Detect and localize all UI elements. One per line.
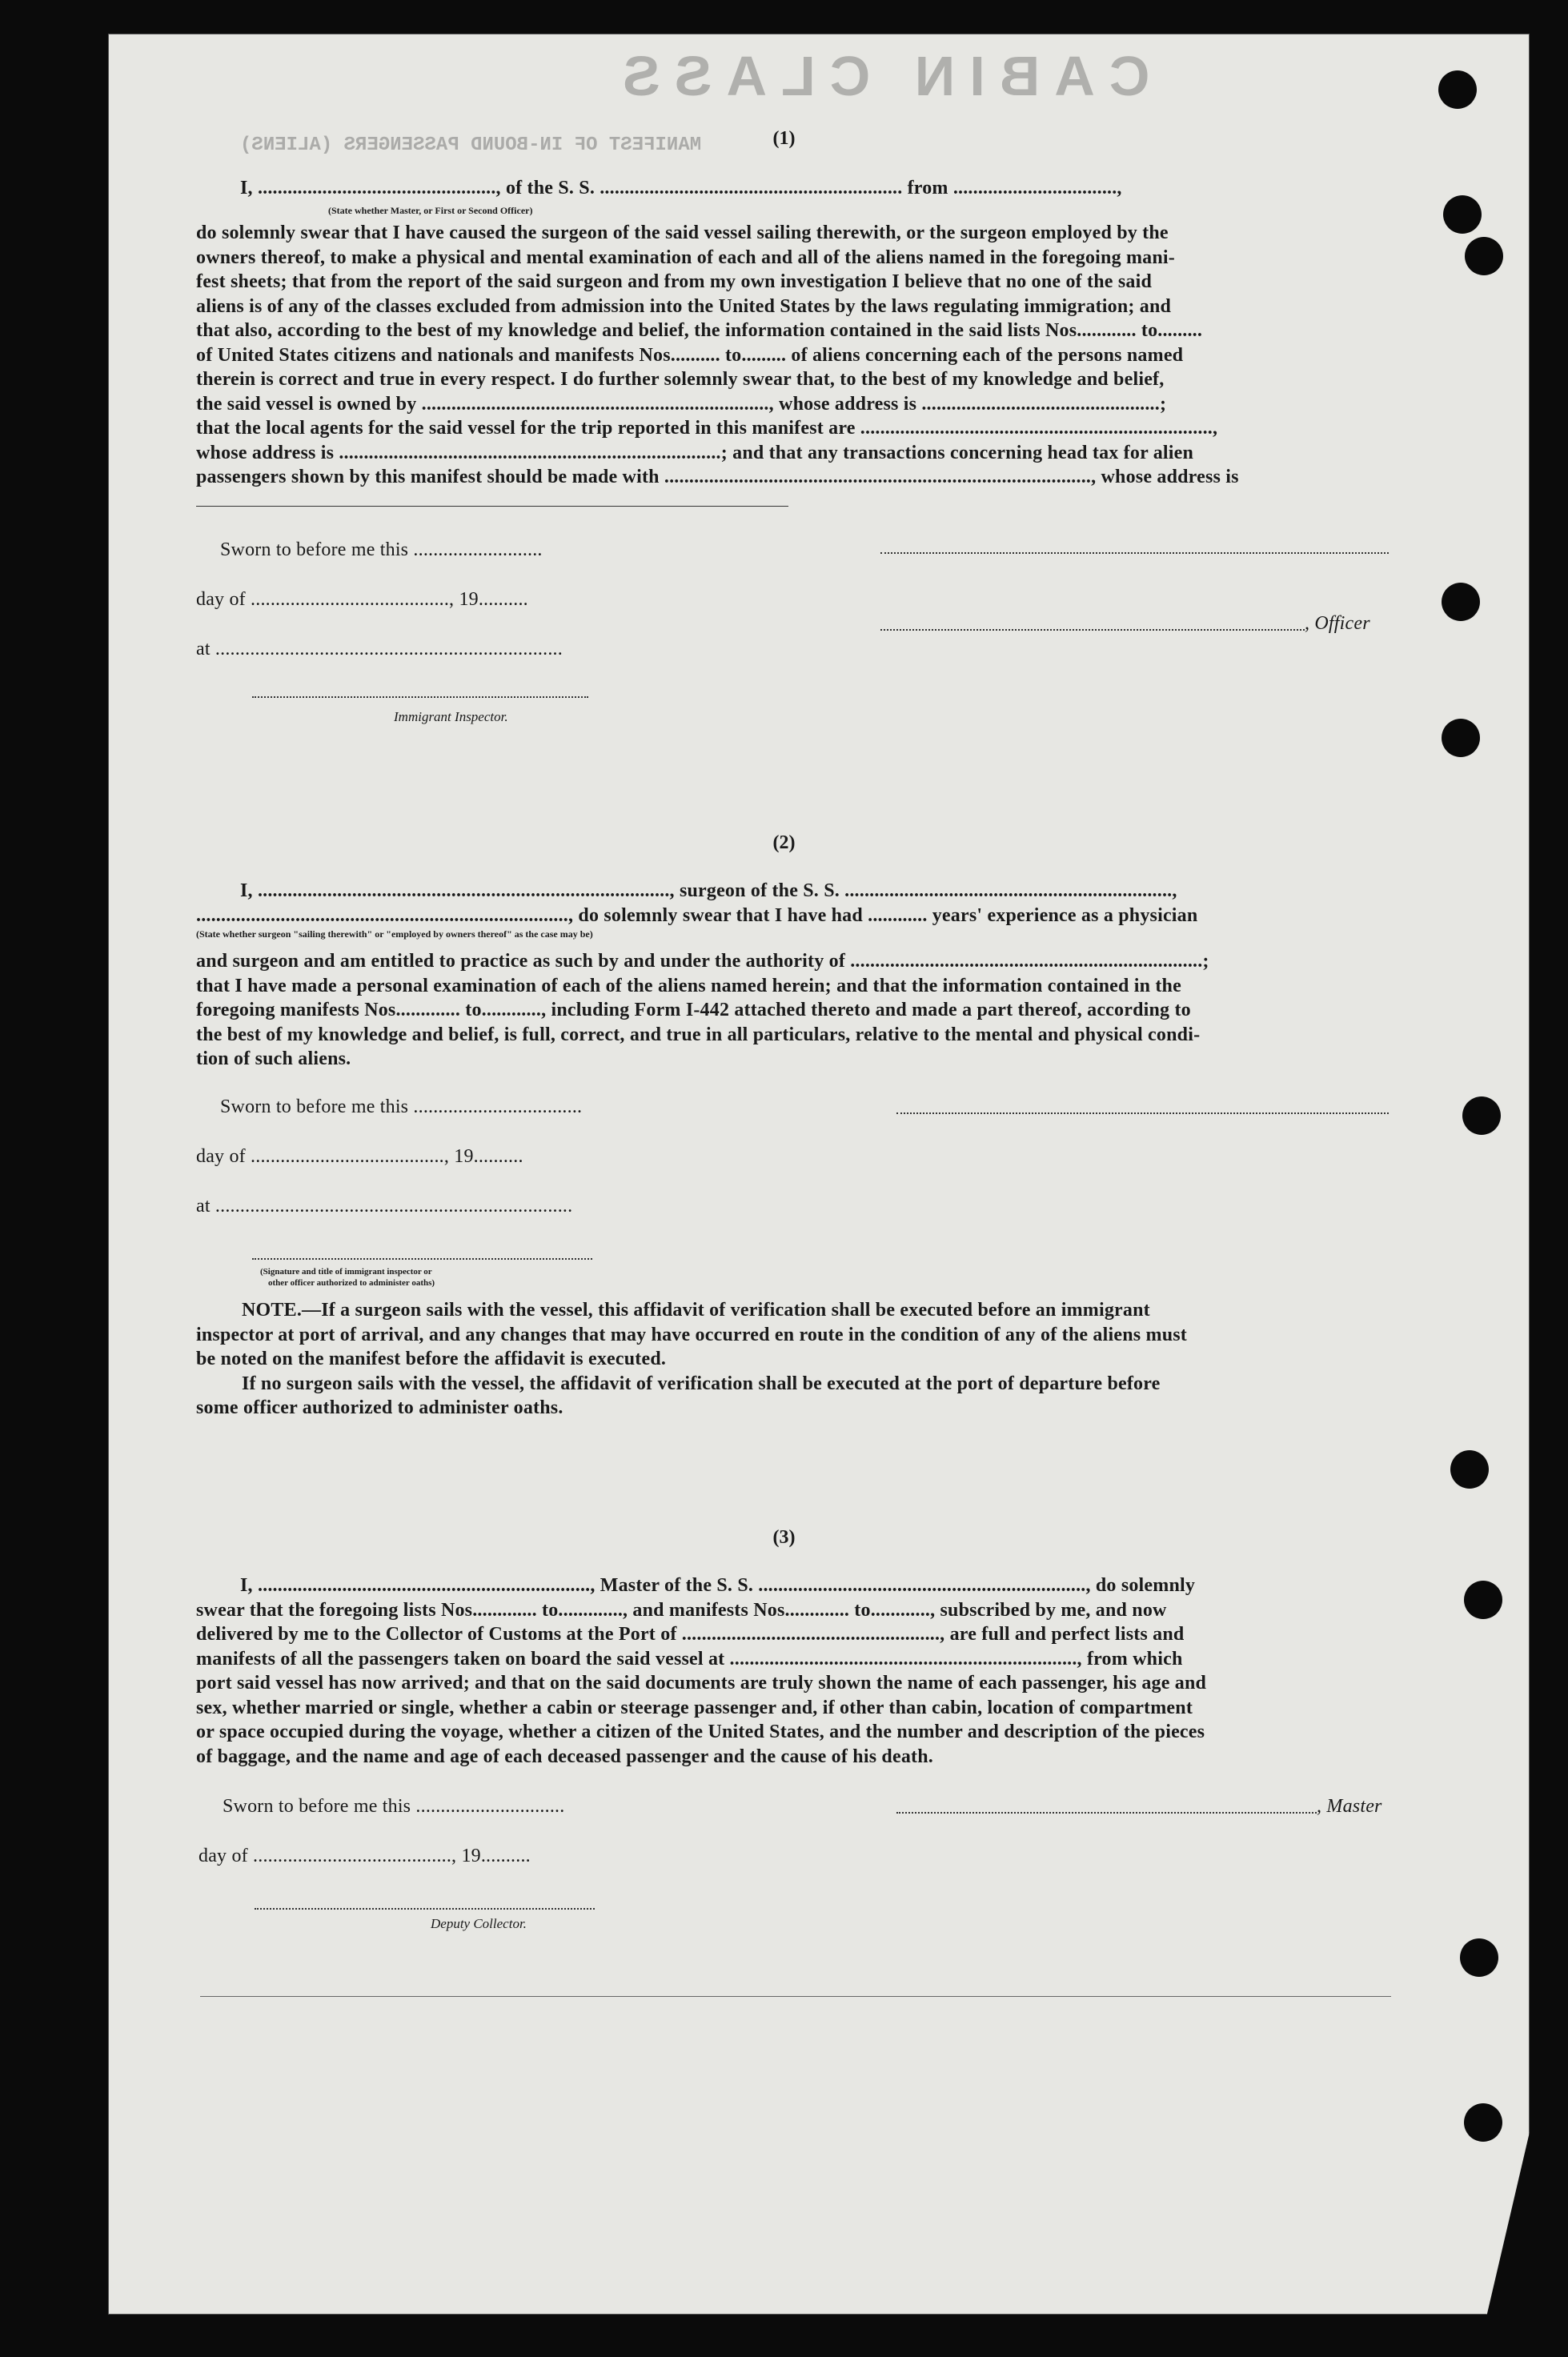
binder-hole: [1438, 70, 1477, 109]
section-2-number: (2): [772, 832, 796, 853]
section-3-oath-text: I, ..................................................................., Master of the S. S. .................................................................., do solemnly swear that the foregoing lists Nos............. to............., and manifests Nos............. to............, subscribed by me, and now delivered by me to the Collector of Customs at the Port of ...................................................., are full and perfect lists and manifests of all the passengers taken on board the said vessel at ......................................................................, from which port said vessel has now arrived; and that on the said documents are truly shown the name of each passenger, his age and sex, whether married or single, whether a cabin or steerage passenger and, if other than cabin, location of compartment or space occupied during the voyage, whether a citizen of the United States, and the number and description of the pieces of baggage, and the name and age of each deceased passenger and the cause of his death.: [196, 1575, 1207, 1767]
section-2-at-line: at ........................................................................: [196, 1196, 573, 1217]
section-1-day-line: day of ........................................, 19..........: [196, 589, 528, 610]
officer-label: , Officer: [1305, 613, 1370, 634]
binder-hole: [1464, 1581, 1502, 1619]
binder-hole: [1460, 1938, 1498, 1977]
deputy-collector-label: Deputy Collector.: [431, 1916, 527, 1931]
section-3-sworn-line: Sworn to before me this ..............................: [223, 1796, 565, 1817]
section-2-surgeon-line: I, ..................................................................................., surgeon of the S. S. ..................................................................,: [240, 880, 1177, 901]
section-2-inspector-sign-line: [252, 1258, 592, 1260]
section-1-inspector-sign-line: [252, 696, 588, 698]
surgeon-status-note: (State whether surgeon "sailing therewith" or "employed by owners thereof" as the case may be): [196, 928, 593, 940]
binder-hole: [1465, 237, 1503, 275]
faded-manifest-title: MANIFEST OF IN-BOUND PASSENGERS (ALIENS): [240, 134, 702, 156]
section-2-sworn-line: Sworn to before me this ..................................: [220, 1096, 583, 1117]
binder-hole: [1450, 1450, 1489, 1489]
binder-hole: [1462, 1096, 1501, 1135]
master-label: , Master: [1317, 1796, 1382, 1817]
surgeon-note-text: NOTE.—If a surgeon sails with the vessel, this affidavit of verification shall be executed before an immigrant inspector at port of arrival, and any changes that may have occurred en route in the condition of any of the aliens must be noted on the manifest before the affidavit is executed. If no surgeon sails with the vessel, the affidavit of verification shall be executed at the port of departure before some officer authorized to administer oaths.: [196, 1300, 1187, 1418]
section-3-day-line: day of ........................................, 19..........: [199, 1846, 531, 1866]
faded-cabin-class-stamp: CABIN CLASS: [608, 45, 1150, 107]
section-1-officer-name-line: [880, 629, 1305, 631]
signature-title-note: (Signature and title of immigrant inspector or: [260, 1267, 432, 1277]
section-1-sworn-line: Sworn to before me this ..........................: [220, 539, 543, 560]
section-1-at-line: at ......................................................................: [196, 639, 563, 659]
binder-hole: [1443, 195, 1482, 234]
section-2-experience-line: ..........................................................................., do solemnly swear that I have had ............ years' experience as a physician: [196, 905, 1198, 926]
section-2-oath-text: and surgeon and am entitled to practice as such by and under the authority of .......................................................................; that I have made a personal examination of each of the aliens named herein; and that the information contained in the foregoing manifests Nos............. to............, including Form I-442 attached thereto and made a part thereof, according to the best of my knowledge and belief, is full, correct, and true in all particulars, relative to the mental and physical condi- tion of such aliens.: [196, 951, 1209, 1069]
section-1-oath-text: do solemnly swear that I have caused the surgeon of the said vessel sailing therewith, or the surgeon employed by the owners thereof, to make a physical and mental examination of each and all of the aliens named in the foregoing mani- fest sheets; that from the report of the said surgeon and from my own investigation I believe that no one of the said aliens is of any of the classes excluded from admission into the United States by the laws regulating immigration; and that also, according to the best of my knowledge and belief, the information contained in the said lists Nos............ to......... of United States citizens and nationals and manifests Nos.......... to......... of aliens concerning each of the persons named therein is correct and true in every respect. I do further solemnly swear that, to the best of my knowledge and belief, the said vessel is owned by ......................................................................, whose address is ................................................; that the local agents for the said vessel for the trip reported in this manifest are ......................................................................., whose address is .............................................................................; and that any transactions concerning head tax for alien passengers shown by this manifest should be made with ......................................................................................, whose address is: [196, 222, 1239, 487]
section-3-collector-sign-line: [255, 1908, 595, 1910]
section-2-day-line: day of ......................................., 19..........: [196, 1146, 523, 1167]
section-3-number: (3): [772, 1527, 796, 1548]
section-2-surgeon-sign-line: [896, 1112, 1389, 1114]
officer-rank-note: (State whether Master, or First or Second Officer): [328, 205, 533, 216]
section-3-master-sign-line: [896, 1812, 1317, 1814]
section-1-officer-sign-line: [880, 552, 1389, 554]
section-1-underline: [196, 506, 788, 507]
binder-hole: [1464, 2103, 1502, 2142]
immigrant-inspector-label: Immigrant Inspector.: [394, 709, 508, 724]
section-1-number: (1): [772, 128, 796, 149]
bottom-rule: [200, 1996, 1391, 1997]
section-1-master-line: I, ................................................, of the S. S. ............................................................. from .................................,: [240, 178, 1122, 198]
signature-title-note-2: other officer authorized to administer oaths): [268, 1278, 435, 1288]
binder-hole: [1442, 583, 1480, 621]
binder-hole: [1442, 719, 1480, 757]
